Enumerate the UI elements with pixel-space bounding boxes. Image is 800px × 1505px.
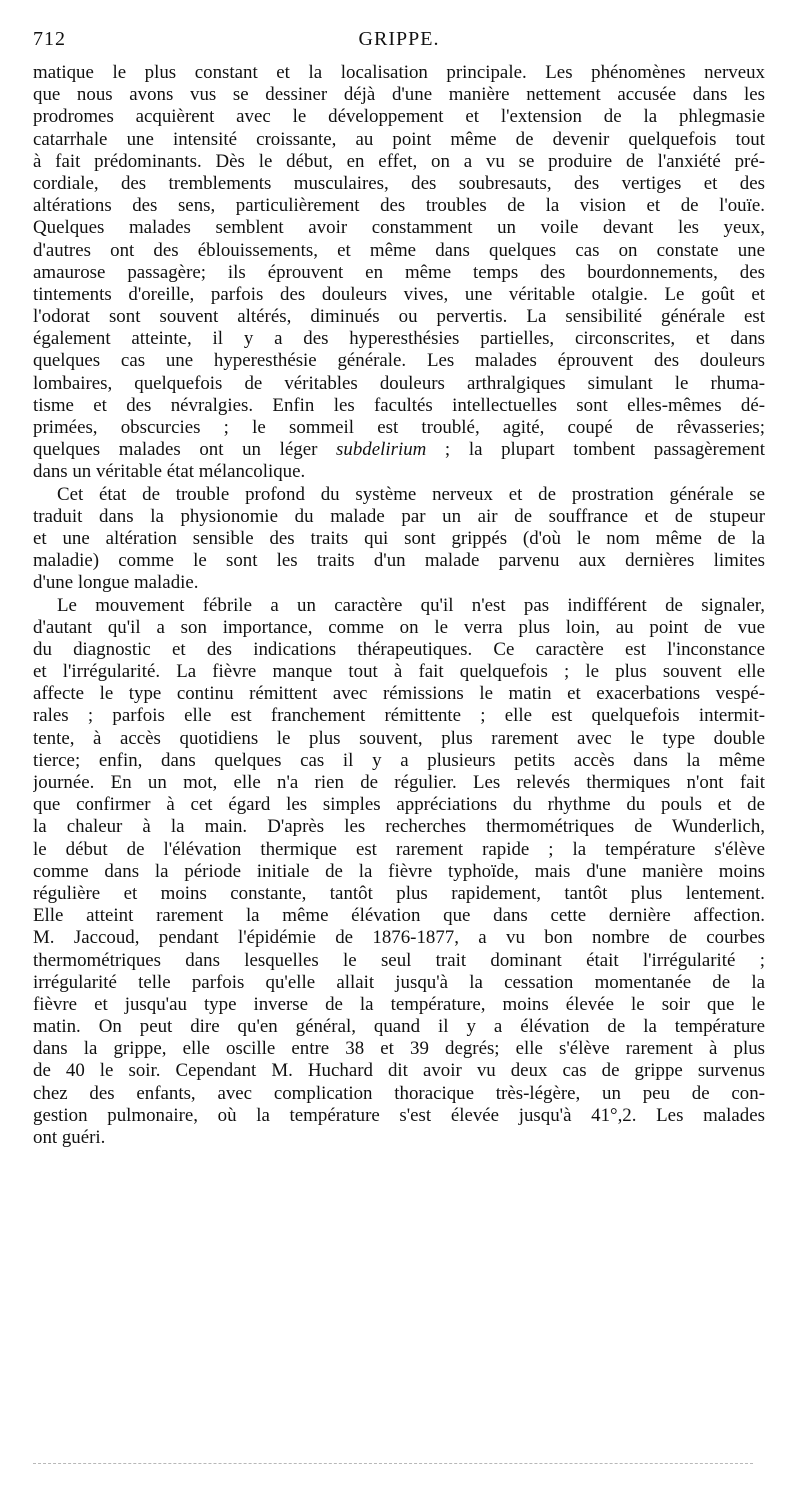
text-line: rales ; parfois elle est franchement rémittente ; elle est quelquefois intermit- xyxy=(33,705,765,727)
text-line: Elle atteint rarement la même élévation que dans cette dernière affection. xyxy=(33,905,765,927)
text-line: d'une longue maladie. xyxy=(33,572,199,594)
text-line: thermométriques dans lesquelles le seul trait dominant était l'irrégularité ; xyxy=(33,949,765,971)
text-line: régulière et moins constante, tantôt plus rapidement, tantôt plus lentement. xyxy=(33,882,765,904)
paragraph xyxy=(33,595,765,1150)
text-line: également atteinte, il y a des hyperesthésies partielles, circonscrites, et dans xyxy=(33,328,765,350)
text-line: catarrhale une intensité croissante, au point même de devenir quelquefois tout xyxy=(33,128,765,150)
footer-rule xyxy=(33,1463,753,1464)
paragraph xyxy=(33,62,765,484)
text-line: prodromes acquièrent avec le développement et l'extension de la phlegmasie xyxy=(33,106,765,128)
document-page xyxy=(33,22,765,1149)
text-line: comme dans la période initiale de la fièvre typhoïde, mais d'une manière moins xyxy=(33,860,765,882)
text-line: primées, obscurcies ; le sommeil est troublé, agité, coupé de rêvasseries; xyxy=(33,417,765,438)
text-line: tierce; enfin, dans quelques cas il y a plusieurs petits accès dans la même xyxy=(33,749,765,771)
italic-term: subdelirium xyxy=(336,439,427,461)
text-line: chez des enfants, avec complication thoracique très-légère, un peu de con- xyxy=(33,1082,765,1104)
text-line: à fait prédominants. Dès le début, en effet, on a vu se produire de l'anxiété pré- xyxy=(33,150,765,172)
text-line: lombaires, quelquefois de véritables douleurs arthralgiques simulant le rhuma- xyxy=(33,372,765,394)
text-line: M. Jaccoud, pendant l'épidémie de 1876-1877, a vu bon nombre de courbes xyxy=(33,927,765,949)
text-line: de 40 le soir. Cependant M. Huchard dit avoir vu deux cas de grippe survenus xyxy=(33,1060,765,1082)
text-line: dans un véritable état mélancolique. xyxy=(33,461,306,483)
text-line: tintements d'oreille, parfois des douleurs vives, une véritable otalgie. Le goût et xyxy=(33,283,765,305)
text-line: Quelques malades semblent avoir constamment un voile devant les yeux, xyxy=(33,217,765,239)
text-line: cordiale, des tremblements musculaires, des soubresauts, des vertiges et des xyxy=(33,172,765,194)
text-line: et l'irrégularité. La fièvre manque tout à fait quelquefois ; le plus souvent elle xyxy=(33,661,765,683)
text-line: matin. On peut dire qu'en général, quand il y a élévation de la température xyxy=(33,1016,765,1038)
text-line: tisme et des névralgies. Enfin les facultés intellectuelles sont elles-mêmes dé- xyxy=(33,394,765,416)
page-header xyxy=(33,22,765,52)
text-line: d'autres ont des éblouissements, et même dans quelques cas on constate une xyxy=(33,239,765,261)
text-line: maladie) comme le sont les traits d'un malade parvenu aux dernières limites xyxy=(33,550,765,572)
text-line: affecte le type continu rémittent avec rémissions le matin et exacerbations vespé- xyxy=(33,683,765,705)
text-line: Le mouvement fébrile a un caractère qu'il n'est pas indifférent de signaler, xyxy=(57,594,765,616)
text-line: quelques malades ont un léger subdelirium ; la plupart tombent passagèrement xyxy=(33,439,765,461)
paragraph xyxy=(33,484,765,595)
text-line: quelques cas une hyperesthésie générale. Les malades éprouvent des douleurs xyxy=(33,350,765,372)
text-line: traduit dans la physionomie du malade par un air de souffrance et de stupeur xyxy=(33,505,765,527)
text-line: Cet état de trouble profond du système nerveux et de prostration générale se xyxy=(57,483,765,505)
text-line: le début de l'élévation thermique est rarement rapide ; la température s'élève xyxy=(33,838,765,860)
text-line: altérations des sens, particulièrement des troubles de la vision et de l'ouïe. xyxy=(33,195,765,217)
text-line: et une altération sensible des traits qui sont grippés (d'où le nom même de la xyxy=(33,527,765,549)
text-line: tente, à accès quotidiens le plus souvent, plus rarement avec le type double xyxy=(33,727,765,749)
text-line: d'autant qu'il a son importance, comme on le verra plus loin, au point de vue xyxy=(33,616,765,638)
text-line: l'odorat sont souvent altérés, diminués ou pervertis. La sensibilité générale est xyxy=(33,306,765,328)
page-number: 712 xyxy=(33,28,66,50)
body-text xyxy=(33,62,765,1149)
text-line: que confirmer à cet égard les simples appréciations du rhythme du pouls et de xyxy=(33,794,765,816)
text-line: que nous avons vus se dessiner déjà d'une manière nettement accusée dans les xyxy=(33,84,765,106)
running-head: GRIPPE. xyxy=(358,28,440,50)
text-line: gestion pulmonaire, où la température s'est élevée jusqu'à 41°,2. Les malades xyxy=(33,1104,765,1126)
text-line: matique le plus constant et la localisation principale. Les phénomènes nerveux xyxy=(33,62,765,83)
text-line: irrégularité telle parfois qu'elle allait jusqu'à la cessation momentanée de la xyxy=(33,971,765,993)
text-line: dans la grippe, elle oscille entre 38 et 39 degrés; elle s'élève rarement à plus xyxy=(33,1038,765,1060)
text-line: du diagnostic et des indications thérapeutiques. Ce caractère est l'inconstance xyxy=(33,638,765,660)
text-line: amaurose passagère; ils éprouvent en même temps des bourdonnements, des xyxy=(33,261,765,283)
text-line: fièvre et jusqu'au type inverse de la température, moins élevée le soir que le xyxy=(33,993,765,1015)
text-line: journée. En un mot, elle n'a rien de régulier. Les relevés thermiques n'ont fait xyxy=(33,772,765,793)
text-line: la chaleur à la main. D'après les recherches thermométriques de Wunderlich, xyxy=(33,816,765,838)
text-line: ont guéri. xyxy=(33,1127,106,1148)
